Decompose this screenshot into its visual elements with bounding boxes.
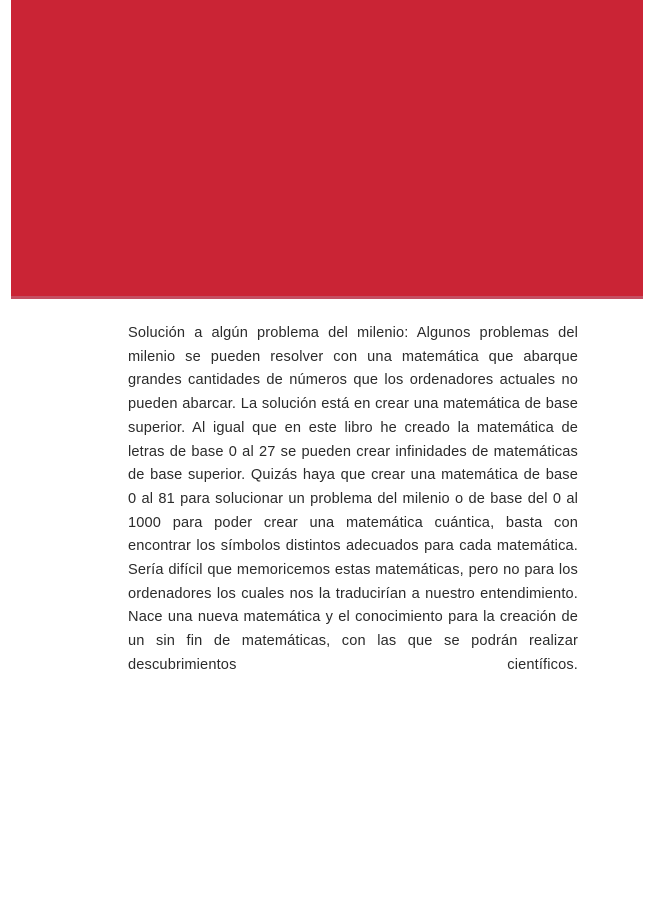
body-content	[128, 322, 578, 701]
red-banner	[11, 0, 643, 299]
red-banner-bottom-edge	[11, 296, 643, 299]
body-paragraph: Solución a algún problema del milenio: Algunos problemas del milenio se pueden resolver con una matemática que abarque grandes cantidades de números que los ordenadores actuales no pueden abarcar. La solución está en crear una matemática de base superior. Al igual que en este libro he creado la matemática de letras de base 0 al 27 se pueden crear infinidades de matemáticas de base superior. Quizás haya que crear una matemática de base 0 al 81 para solucionar un problema del milenio o de base del 0 al 1000 para poder crear una matemática cuántica, basta con encontrar los símbolos distintos adecuados para cada matemática. Sería difícil que memoricemos estas matemáticas, pero no para los ordenadores los cuales nos la traducirían a nuestro entendimiento. Nace una nueva matemática y el conocimiento para la creación de un sin fin de matemáticas, con las que se podrán realizar descubrimientos científicos.	[128, 325, 578, 673]
